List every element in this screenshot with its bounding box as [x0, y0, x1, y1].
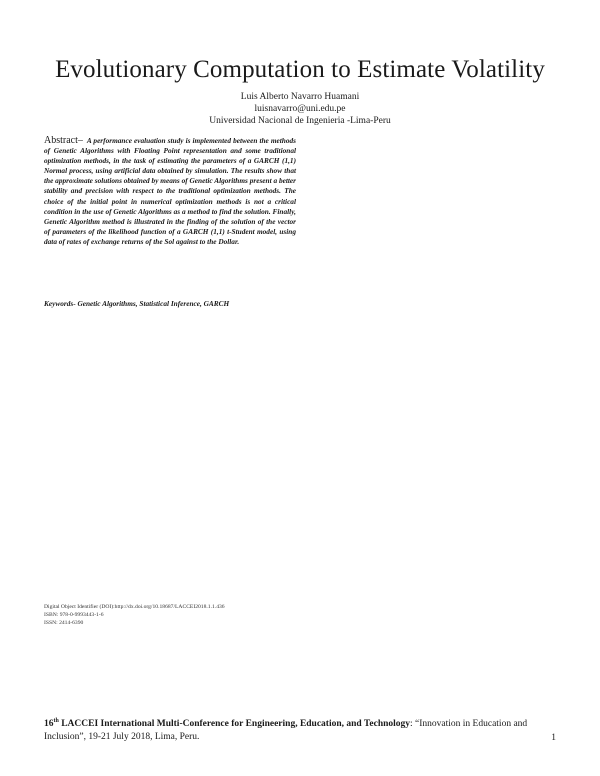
- issn-line: ISSN: 2414-6390: [44, 620, 84, 626]
- isbn-line: ISBN: 978-0-9993443-1-6: [44, 612, 104, 618]
- paper-title: Evolutionary Computation to Estimate Volatility: [55, 56, 545, 83]
- footer-ordinal-suffix: th: [53, 717, 59, 724]
- footer-theme: “Innovation in Education and Inclusion”, 19-21 July 2018, Lima, Peru.: [44, 719, 528, 742]
- keywords: Keywords- Genetic Algorithms, Statistical Inference, GARCH: [44, 299, 230, 308]
- footer-conference-name: [44, 719, 410, 729]
- author-name: Luis Alberto Navarro Huamani: [240, 92, 360, 102]
- footer-conference-title: LACCEI International Multi-Conference for Engineering, Education, and Technology: [61, 719, 411, 729]
- doi-line: Digital Object Identifier (DOI):http://dx.doi.org/10.18687/LACCEI2018.1.1.436: [44, 604, 225, 610]
- author-email: luisnavarro@uni.edu.pe: [254, 104, 346, 114]
- page-number: 1: [551, 733, 556, 743]
- abstract-text: A performance evaluation study is implemented between the methods of Genetic Algorithms with Floating Point representation and some traditional optimization methods, in the task of estimating the parameters of a GARCH (1,1) Normal process, using artificial data obtained by simulation. The results show that the approximate solutions obtained by means of Genetic Algorithms present a better stability and precision with respect to the traditional optimization methods. The choice of the initial point in numerical optimization methods is not a critical condition in the use of Genetic Algorithms as a method to find the solution. Finally, Genetic Algorithm method is illustrated in the finding of the solution of the vector of parameters of the likelihood function of a GARCH (1,1) t-Student model, using data of rates of exchange returns of the Sol against to the Dollar.: [44, 136, 296, 246]
- abstract-label: Abstract–: [44, 135, 83, 146]
- abstract: [44, 136, 296, 247]
- author-affiliation: Universidad Nacional de Ingenieria -Lima-Peru: [209, 116, 391, 126]
- footer-separator: :: [410, 719, 413, 729]
- footer-conference: [44, 718, 556, 744]
- footer-ordinal: 16: [44, 719, 54, 729]
